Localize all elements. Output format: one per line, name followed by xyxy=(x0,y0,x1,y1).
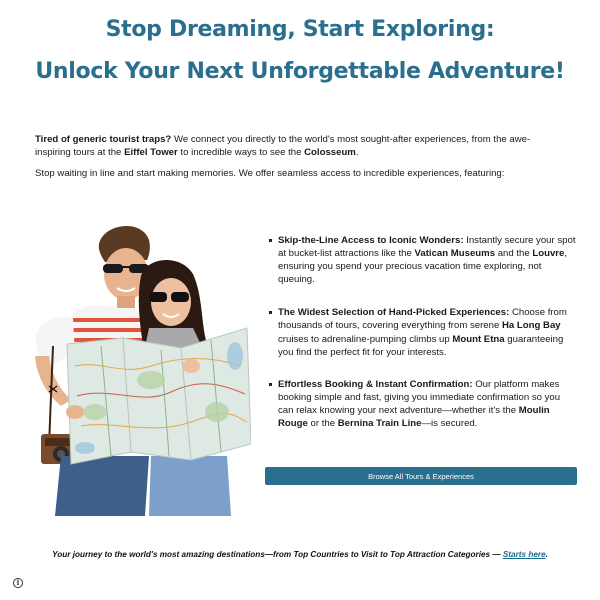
feature-highlight: Mount Etna xyxy=(452,333,505,345)
intro-text-2: to incredible ways to see the xyxy=(177,147,305,159)
intro-paragraph-2: Stop waiting in line and start making memories. We offer seamless access to incredible experiences, featuring: xyxy=(35,168,505,179)
feature-text: —is secured. xyxy=(421,418,478,430)
feature-highlight: Bernina Train Line xyxy=(337,418,422,430)
footer-tagline xyxy=(0,550,600,559)
feature-list xyxy=(266,234,576,430)
list-item xyxy=(266,234,576,286)
info-icon[interactable]: i xyxy=(13,578,23,588)
list-item xyxy=(266,378,576,430)
couple-with-map-photo xyxy=(31,216,251,516)
intro-colosseum: Colosseum xyxy=(304,147,356,159)
feature-text: cruises to adrenaline-pumping climbs up xyxy=(278,333,453,345)
feature-text: , ensuring you spend your precious vacation time exploring, not queuing. xyxy=(278,248,568,286)
feature-text: and the xyxy=(495,248,533,260)
intro-lead: Tired of generic tourist traps? xyxy=(35,134,172,145)
browse-tours-button[interactable]: Browse All Tours & Experiences xyxy=(265,467,577,485)
starts-here-link[interactable]: Starts here xyxy=(502,550,546,559)
intro-text-1: We connect you directly to the world's most sought-after experiences, from the awe-inspiring tours at the xyxy=(35,134,531,159)
headline-line-2: Unlock Your Next Unforgettable Adventure! xyxy=(35,59,565,84)
feature-text: Choose from thousands of tours, covering everything from serene xyxy=(278,307,567,332)
feature-highlight: Moulin Rouge xyxy=(278,404,550,430)
intro-text-3: . xyxy=(355,147,359,159)
footer-end: . xyxy=(545,550,548,559)
feature-title: Skip-the-Line Access to Iconic Wonders: xyxy=(278,235,464,246)
feature-text: Instantly secure your spot at bucket-list attractions like the xyxy=(278,235,576,260)
headline-line-1: Stop Dreaming, Start Exploring: xyxy=(105,17,495,42)
footer-text: Your journey to the world's most amazing destinations—from Top Countries to Visit to Top Attraction Categories — xyxy=(52,550,503,559)
intro-paragraph xyxy=(35,133,565,159)
feature-text: Our platform makes booking simple and fast, giving you immediate confirmation so you can relax knowing your next adventure—whether it's the xyxy=(278,378,561,416)
list-item xyxy=(266,306,576,358)
intro-eiffel: Eiffel Tower xyxy=(124,147,178,159)
feature-text: or the xyxy=(307,418,338,430)
feature-highlight: Louvre xyxy=(532,248,565,260)
feature-text: guaranteeing you find the perfect fit for your interests. xyxy=(278,333,564,358)
feature-highlight: Ha Long Bay xyxy=(501,320,561,332)
feature-highlight: Vatican Museums xyxy=(414,248,496,260)
feature-title: The Widest Selection of Hand-Picked Experiences: xyxy=(278,307,510,319)
feature-title: Effortless Booking & Instant Confirmation: xyxy=(278,378,473,390)
